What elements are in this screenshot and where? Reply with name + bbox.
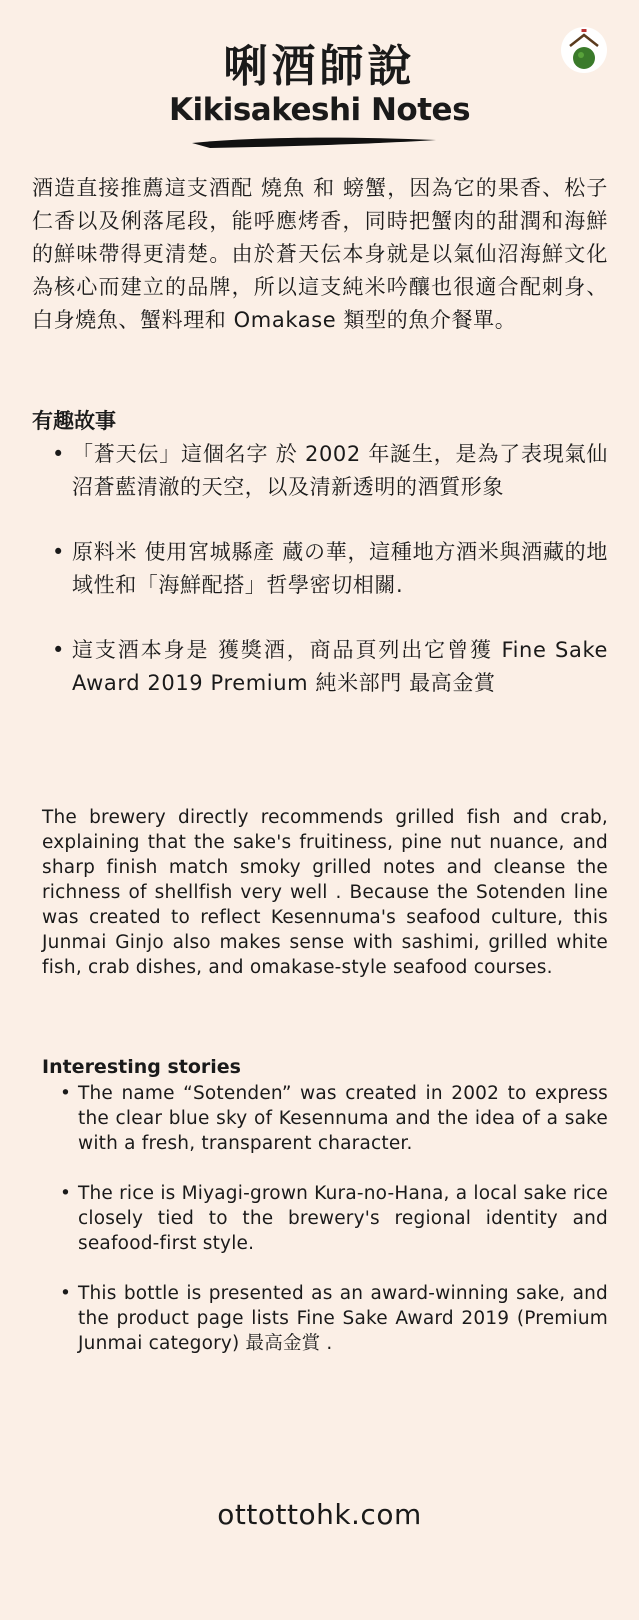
brush-underline-icon	[190, 134, 440, 150]
stories-heading-en: Interesting stories	[42, 1056, 241, 1078]
brand-logo	[560, 26, 608, 74]
list-item: • 「蒼天伝」這個名字 於 2002 年誕生，是為了表現氣仙沼蒼藍清澈的天空，以及清新透明的酒質形象	[32, 438, 608, 504]
intro-paragraph-en: The brewery directly recommends grilled fish and crab, explaining that the sake's fruitiness, pine nut nuance, and sharp finish match smoky grilled notes and cleanse the richness of shellfish very well . Because the Sotenden line was created to reflect Kesennuma's seafood culture, this Junmai Ginjo also makes sense with sashimi, grilled white fish, crab dishes, and omakase-style seafood courses.	[42, 807, 608, 978]
page-title-en: Kikisakeshi Notes	[168, 92, 471, 128]
footer-site-link[interactable]: ottottohk.com	[217, 1498, 422, 1531]
list-item: • This bottle is presented as an award-winning sake, and the product page lists Fine Sake Award 2019 (Premium Junmai category) 最高金賞 .	[42, 1281, 608, 1356]
intro-paragraph-zh: 酒造直接推薦這支酒配 燒魚 和 螃蟹，因為它的果香、松子仁香以及俐落尾段，能呼應烤香，同時把蟹肉的甜潤和海鮮的鮮味帶得更清楚。由於蒼天伝本身就是以氣仙沼海鮮文化為核心而建立的品牌，所以這支純米吟釀也很適合配刺身、白身燒魚、蟹料理和 Omakase 類型的魚介餐單。	[32, 176, 608, 332]
list-item: • 原料米 使用宮城縣產 蔵の華，這種地方酒米與酒藏的地域性和「海鮮配搭」哲學密切相關.	[32, 536, 608, 602]
page-title-zh: 唎酒師說	[223, 41, 416, 92]
stories-list-en	[42, 1081, 608, 1381]
page-header	[0, 0, 639, 160]
stories-list-zh	[32, 438, 608, 732]
stories-heading-zh: 有趣故事	[32, 409, 116, 433]
list-item: • The name “Sotenden” was created in 2002 to express the clear blue sky of Kesennuma and the idea of a sake with a fresh, transparent character.	[42, 1081, 608, 1156]
list-item: • The rice is Miyagi-grown Kura-no-Hana, a local sake rice closely tied to the brewery's regional identity and seafood-first style.	[42, 1181, 608, 1256]
list-item: • 這支酒本身是 獲獎酒，商品頁列出它曾獲 Fine Sake Award 2019 Premium 純米部門 最高金賞	[32, 634, 608, 700]
